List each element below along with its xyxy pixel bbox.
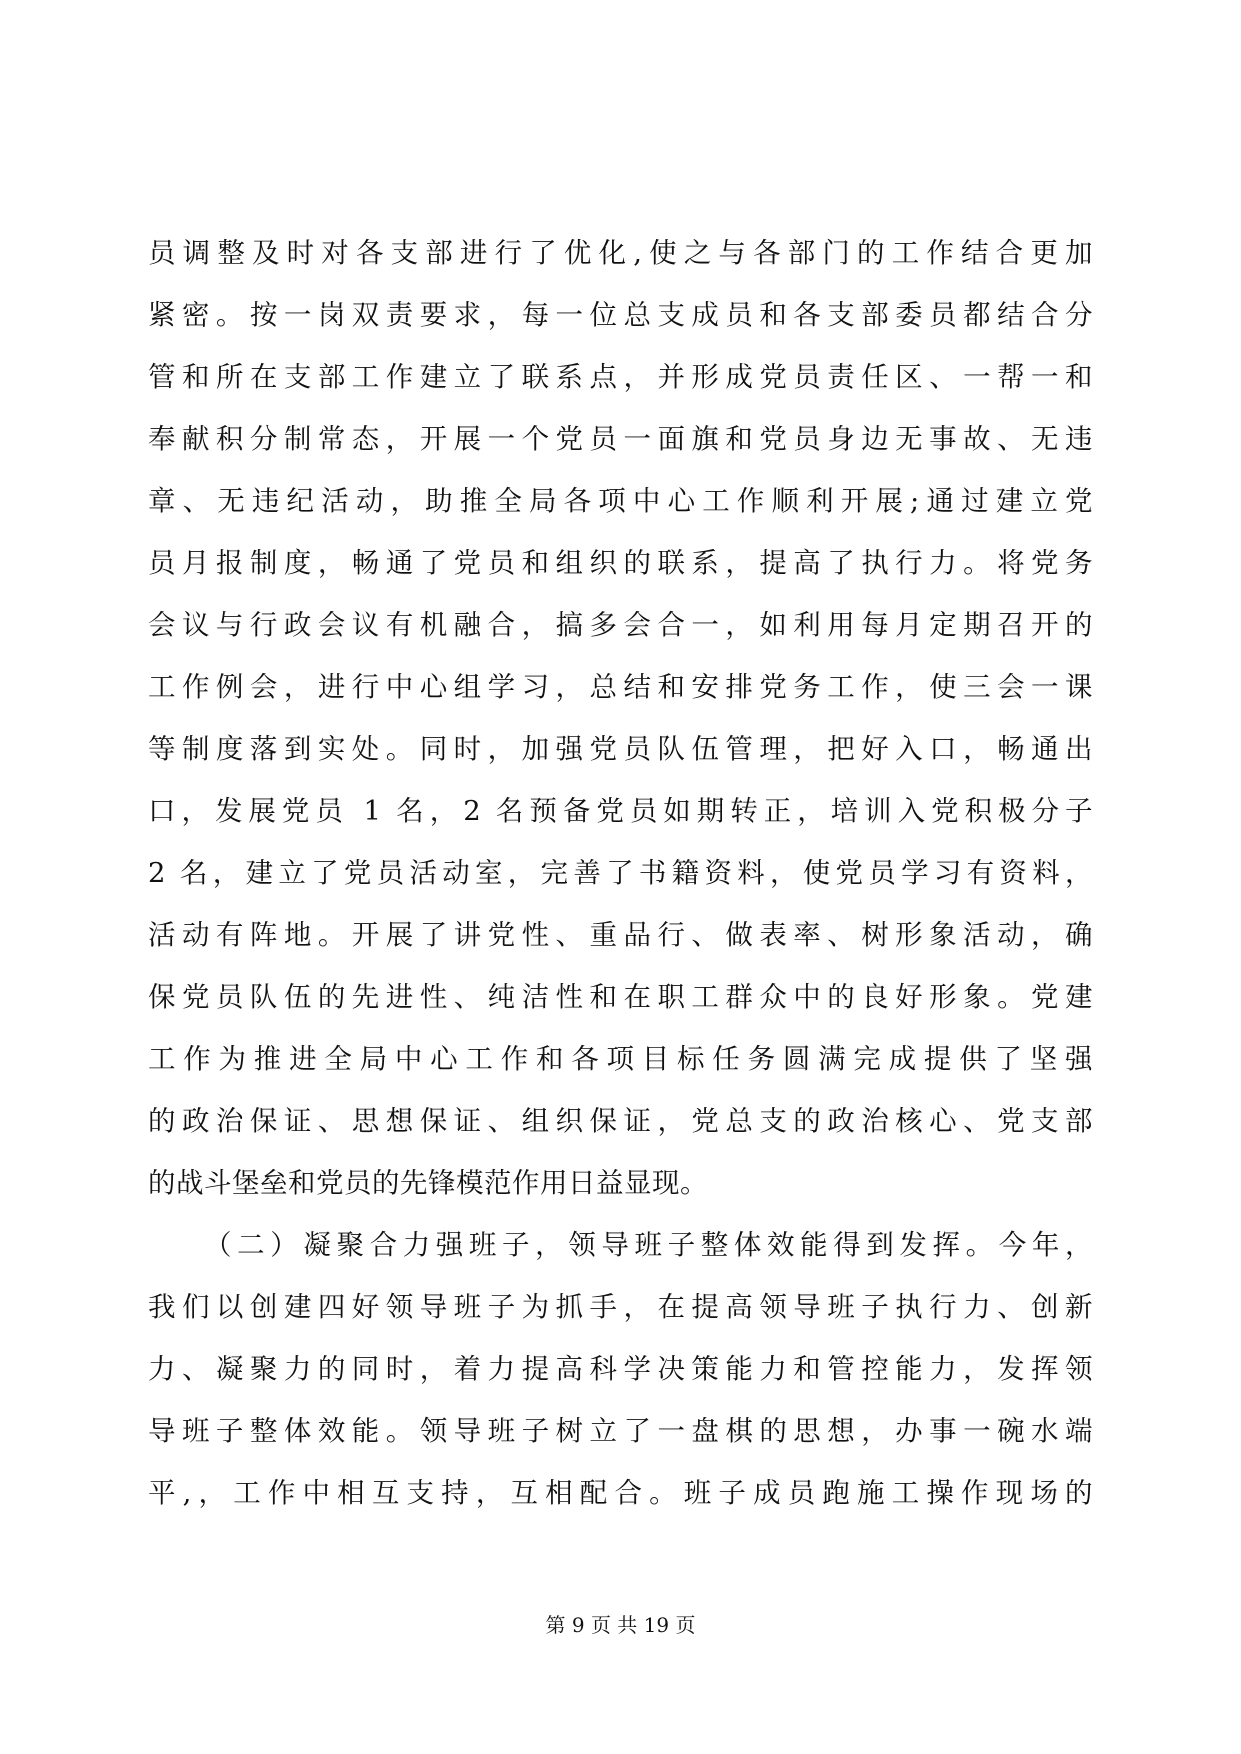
paragraph-2 bbox=[148, 1214, 1093, 1524]
text-line: 的战斗堡垒和党员的先锋模范作用日益显现。 bbox=[148, 1167, 708, 1199]
text-line: 等制度落到实处。同时，加强党员队伍管理，把好入口，畅通出 bbox=[148, 733, 1093, 765]
text-line: 会议与行政会议有机融合，搞多会合一，如利用每月定期召开的 bbox=[148, 609, 1093, 641]
text-line: 工作为推进全局中心工作和各项目标任务圆满完成提供了坚强 bbox=[148, 1043, 1093, 1075]
text-line: 章、无违纪活动，助推全局各项中心工作顺利开展;通过建立党 bbox=[148, 485, 1093, 517]
text-line: 力、凝聚力的同时，着力提高科学决策能力和管控能力，发挥领 bbox=[148, 1353, 1093, 1385]
page-number-label: 第 9 页 共 19 页 bbox=[545, 1613, 696, 1637]
document-body bbox=[148, 222, 1093, 1524]
text-line: 管和所在支部工作建立了联系点，并形成党员责任区、一帮一和 bbox=[148, 361, 1093, 393]
paragraph-1 bbox=[148, 222, 1093, 1214]
text-line: 2 名，建立了党员活动室，完善了书籍资料，使党员学习有资料， bbox=[148, 857, 1093, 889]
text-line: 导班子整体效能。领导班子树立了一盘棋的思想，办事一碗水端 bbox=[148, 1415, 1093, 1447]
text-line: 平,，工作中相互支持，互相配合。班子成员跑施工操作现场的 bbox=[148, 1477, 1093, 1509]
text-line: 紧密。按一岗双责要求，每一位总支成员和各支部委员都结合分 bbox=[148, 299, 1093, 331]
text-line: 活动有阵地。开展了讲党性、重品行、做表率、树形象活动，确 bbox=[148, 919, 1093, 951]
text-line: 我们以创建四好领导班子为抓手，在提高领导班子执行力、创新 bbox=[148, 1291, 1093, 1323]
text-line: 的政治保证、思想保证、组织保证，党总支的政治核心、党支部 bbox=[148, 1105, 1093, 1137]
text-line: 员月报制度，畅通了党员和组织的联系，提高了执行力。将党务 bbox=[148, 547, 1093, 579]
text-line: （二）凝聚合力强班子，领导班子整体效能得到发挥。今年， bbox=[204, 1229, 1093, 1261]
text-line: 口，发展党员 1 名，2 名预备党员如期转正，培训入党积极分子 bbox=[148, 795, 1093, 827]
text-line: 工作例会，进行中心组学习，总结和安排党务工作，使三会一课 bbox=[148, 671, 1093, 703]
text-line: 奉献积分制常态，开展一个党员一面旗和党员身边无事故、无违 bbox=[148, 423, 1093, 455]
text-line: 保党员队伍的先进性、纯洁性和在职工群众中的良好形象。党建 bbox=[148, 981, 1093, 1013]
page-footer bbox=[0, 1612, 1241, 1638]
text-line: 员调整及时对各支部进行了优化,使之与各部门的工作结合更加 bbox=[148, 237, 1093, 269]
